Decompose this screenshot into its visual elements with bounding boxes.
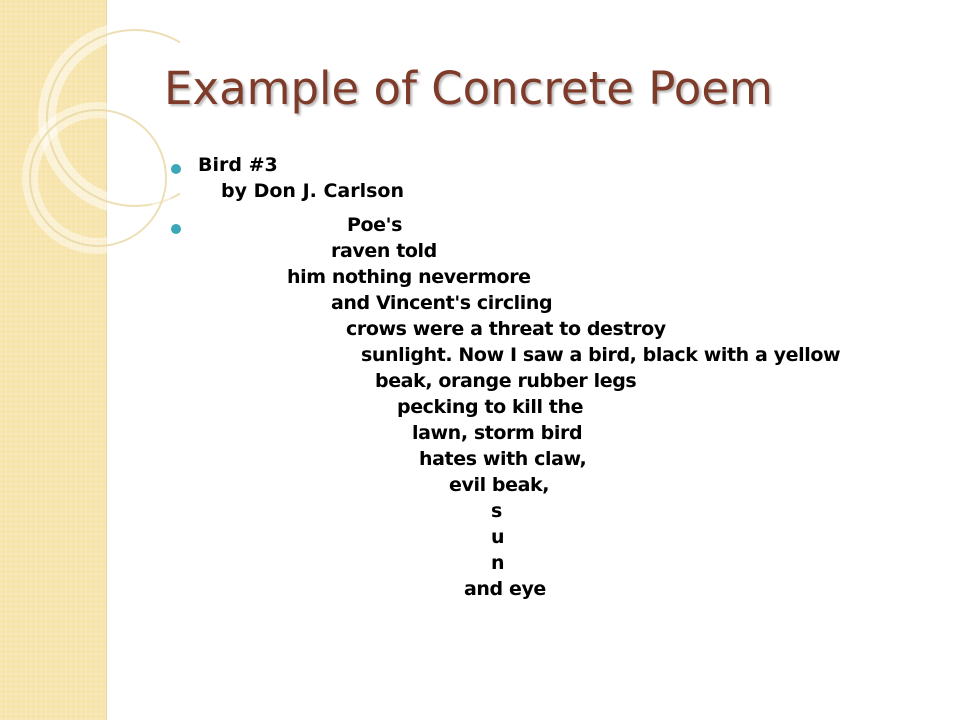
poem-title: Bird #3 — [198, 154, 278, 176]
poem-line-4: and Vincent's circling — [331, 292, 553, 314]
decorative-circles — [0, 0, 180, 300]
poem-line-6: sunlight. Now I saw a bird, black with a yellow — [361, 344, 841, 366]
poem-line-14: n — [491, 552, 505, 574]
poem-line-11: evil beak, — [449, 474, 550, 496]
poem-line-8: pecking to kill the — [397, 396, 584, 418]
bullet-marker-2 — [171, 224, 181, 234]
poem-line-9: lawn, storm bird — [412, 422, 583, 444]
poem-line-1: Poe's — [347, 214, 402, 236]
poem-author: by Don J. Carlson — [221, 180, 405, 202]
poem-line-3: him nothing nevermore — [287, 266, 531, 288]
poem-line-2: raven told — [331, 240, 437, 262]
bullet-marker-1 — [171, 164, 181, 174]
poem-line-15: and eye — [464, 578, 546, 600]
poem-line-5: crows were a threat to destroy — [346, 318, 666, 340]
poem-line-13: u — [491, 526, 505, 548]
slide-title: Example of Concrete Poem — [164, 62, 773, 115]
poem-line-10: hates with claw, — [419, 448, 587, 470]
poem-line-12: s — [491, 500, 502, 522]
poem-line-7: beak, orange rubber legs — [375, 370, 637, 392]
